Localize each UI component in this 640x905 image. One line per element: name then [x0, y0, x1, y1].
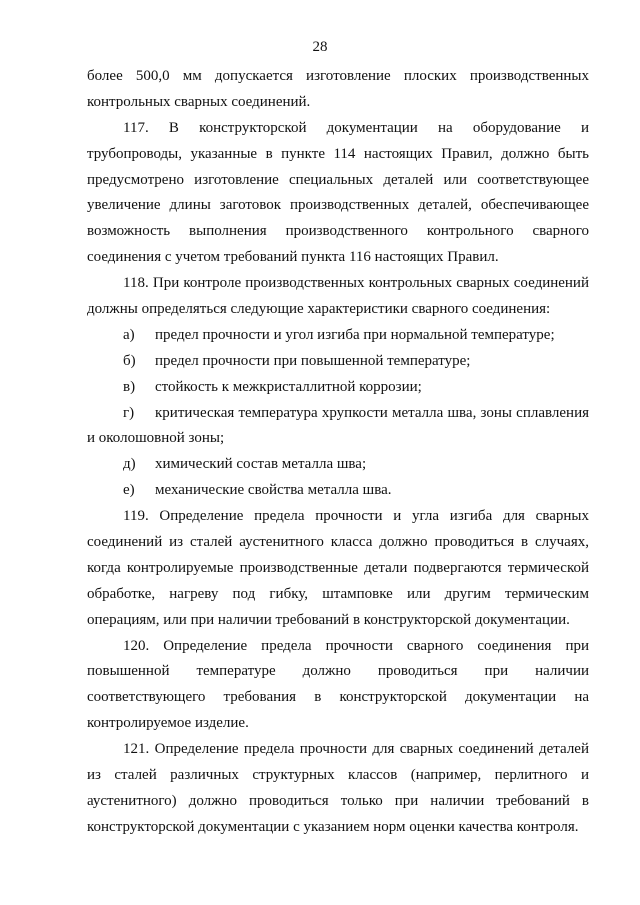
text-line: контролируемое изделие. [87, 715, 249, 732]
paragraph-116-continuation [87, 64, 589, 116]
list-item-text: предел прочности при повышенной температуре; [155, 352, 471, 369]
text-line: соединения с учетом требований пункта 116 настоящих Правил. [87, 249, 499, 266]
text-line: трубопроводы, указанные в пункте 114 настоящих Правил, должно быть [87, 145, 589, 162]
text-line: повышенной температуре должно проводиться при наличии [87, 663, 589, 680]
list-item [87, 452, 589, 478]
list-item-text: химический состав металла шва; [155, 456, 367, 473]
list-item [87, 478, 589, 504]
text-line: операциям, или при наличии требований в конструкторской документации. [87, 611, 570, 628]
text-line: предусмотрено изготовление специальных деталей или соответствующее [87, 171, 589, 188]
text-line: должны определяться следующие характеристики сварного соединения: [87, 301, 551, 318]
list-item [87, 375, 589, 401]
list-marker: д) [123, 456, 136, 473]
list-marker: в) [123, 378, 136, 395]
text-line: соединений из сталей аустенитного класса должно проводиться в случаях, [87, 534, 589, 551]
list-marker: е) [123, 482, 135, 499]
text-line: аустенитного) должно проводиться только при наличии требований в [87, 792, 589, 809]
paragraph-121 [87, 737, 589, 841]
paragraph-120 [87, 634, 589, 738]
text-line: контрольных сварных соединений. [87, 93, 311, 110]
paragraph-117 [87, 116, 589, 271]
text-line: 117. В конструкторской документации на оборудование и [123, 119, 589, 136]
list-item [87, 401, 589, 427]
text-line: из сталей различных структурных классов (например, перлитного и [87, 767, 589, 784]
page-number: 28 [312, 39, 328, 55]
list-item [87, 323, 589, 349]
text-line: увеличение длины заготовок производственных деталей, обеспечивающее [87, 197, 589, 214]
text-line: когда контролируемые производственные детали подвергаются термической [87, 559, 589, 576]
text-line: 118. При контроле производственных контрольных сварных соединений [123, 275, 589, 292]
text-line: 119. Определение предела прочности и угла изгиба для сварных [123, 508, 589, 525]
page-content [87, 64, 589, 841]
characteristics-list [87, 323, 589, 504]
list-item-continuation: и околошовной зоны; [87, 430, 225, 447]
text-line: обработке, нагреву под гибку, штамповке или другим термическим [87, 585, 589, 602]
text-line: соответствующего требования в конструкторской документации на [87, 689, 589, 706]
list-item-text: механические свойства металла шва. [155, 482, 392, 499]
text-line: конструкторской документации с указанием норм оценки качества контроля. [87, 818, 579, 835]
list-marker: б) [123, 352, 136, 369]
list-item-text: стойкость к межкристаллитной коррозии; [155, 378, 422, 395]
list-item [87, 349, 589, 375]
list-item-text: предел прочности и угол изгиба при нормальной температуре; [155, 326, 555, 343]
list-item-text: критическая температура хрупкости металла шва, зоны сплавления [155, 404, 589, 421]
text-line: возможность выполнения производственного контрольного сварного [87, 223, 589, 240]
paragraph-119 [87, 504, 589, 633]
list-marker: а) [123, 326, 135, 343]
text-line: 120. Определение предела прочности сварного соединения при [123, 637, 589, 654]
list-marker: г) [123, 404, 135, 421]
text-line: 121. Определение предела прочности для сварных соединений деталей [123, 741, 589, 758]
text-line: более 500,0 мм допускается изготовление плоских производственных [87, 68, 589, 84]
paragraph-118 [87, 271, 589, 323]
